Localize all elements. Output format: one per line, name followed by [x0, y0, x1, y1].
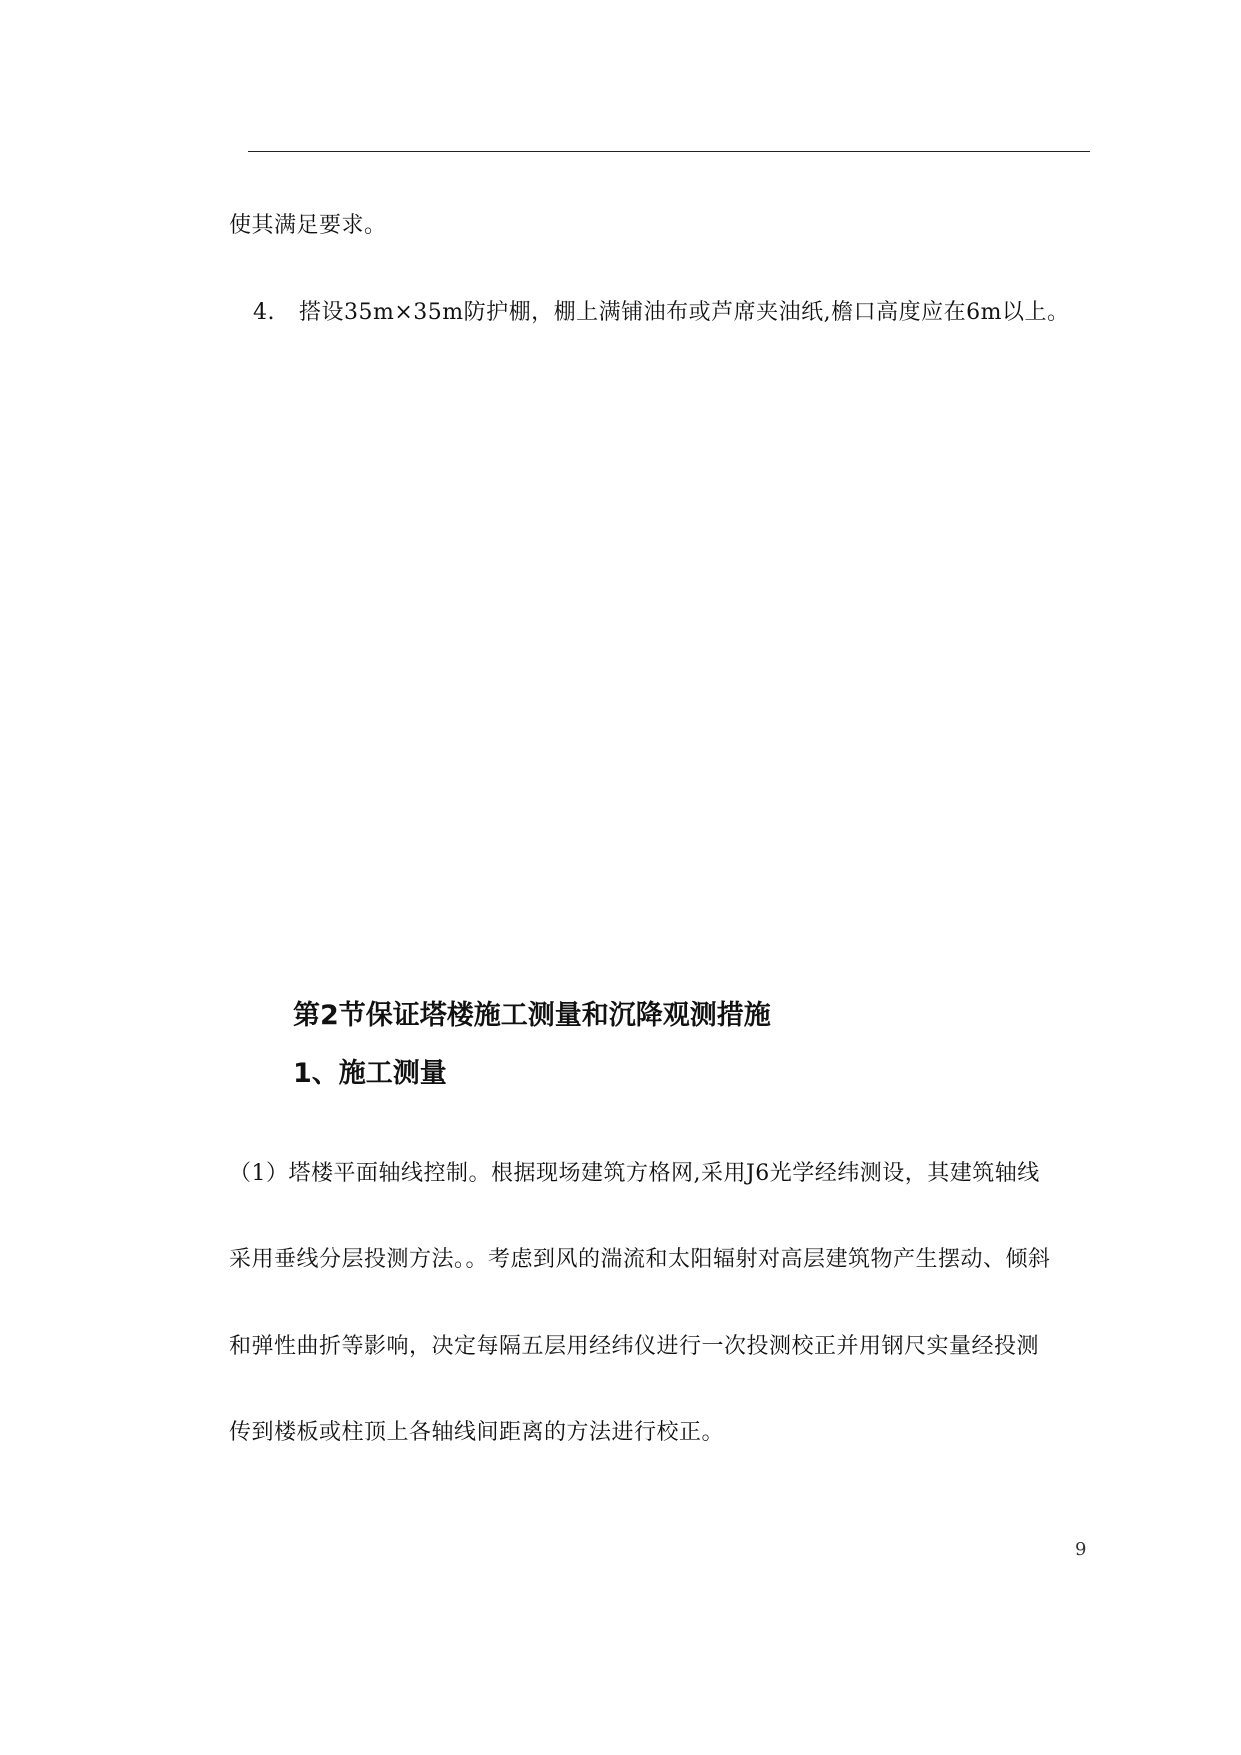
list-item-4	[229, 298, 1070, 328]
header-rule	[248, 151, 1090, 152]
body-line-3: 和弹性曲折等影响，决定每隔五层用经纬仪进行一次投测校正并用钢尺实量经投测	[229, 1334, 1040, 1359]
section-heading: 第2节保证塔楼施工测量和沉降观测措施	[293, 1000, 771, 1031]
list-item-number: 4.	[253, 300, 275, 325]
body-line-2: 采用垂线分层投测方法。。考虑到风的湍流和太阳辐射对高层建筑物产生摆动、倾斜	[229, 1247, 1051, 1272]
subsection-heading: 1、施工测量	[293, 1058, 447, 1089]
body-line-4: 传到楼板或柱顶上各轴线间距离的方法进行校正。	[229, 1420, 725, 1445]
page-number: 9	[1075, 1539, 1087, 1560]
list-item-text: 搭设35m×35m防护棚，棚上满铺油布或芦席夹油纸,檐口高度应在6m以上。	[299, 300, 1070, 325]
continuation-paragraph: 使其满足要求。	[229, 213, 387, 238]
body-line-1: （1）塔楼平面轴线控制。根据现场建筑方格网,采用J6光学经纬测设，其建筑轴线	[229, 1161, 1040, 1186]
